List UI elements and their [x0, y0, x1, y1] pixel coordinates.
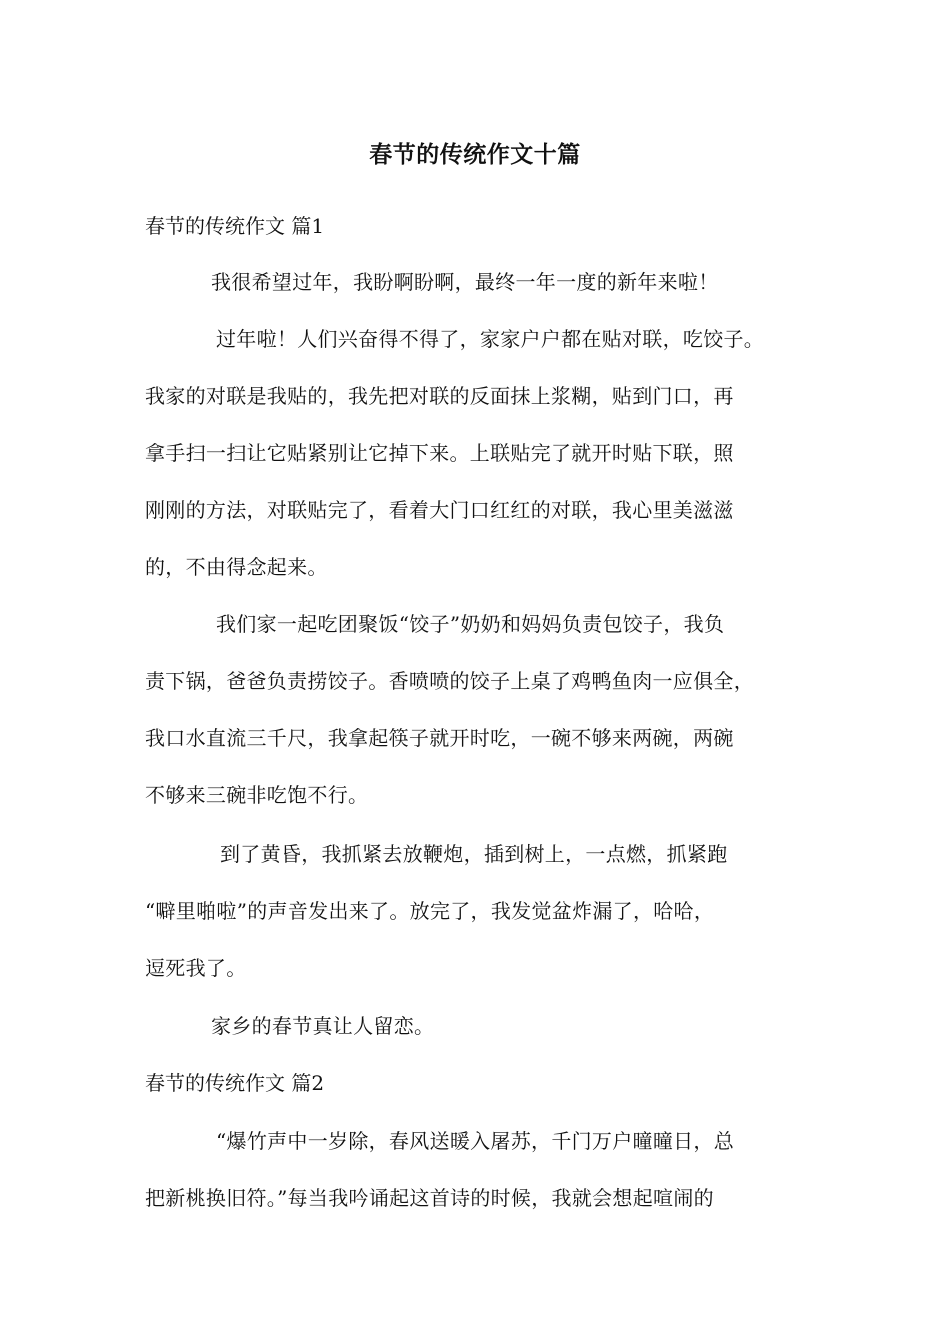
paragraph-line: 我家的对联是我贴的，我先把对联的反面抹上浆糊，贴到门口，再 — [145, 384, 734, 408]
paragraph-line: 拿手扫一扫让它贴紧别让它掉下来。上联贴完了就开时贴下联，照 — [145, 441, 734, 465]
paragraph-line: 到了黄昏，我抓紧去放鞭炮，插到树上，一点燃，抓紧跑 — [220, 842, 728, 866]
paragraph-line: 刚刚的方法，对联贴完了，看着大门口红红的对联，我心里美滋滋 — [145, 498, 734, 522]
paragraph-line: 我很希望过年，我盼啊盼啊，最终一年一度的新年来啦！ — [211, 270, 719, 294]
paragraph-line: 把新桃换旧符。”每当我吟诵起这首诗的时候，我就会想起喧闹的 — [145, 1186, 714, 1210]
paragraph-line: 过年啦！人们兴奋得不得了，家家户户都在贴对联，吃饺子。 — [216, 327, 765, 351]
paragraph-line: “爆竹声中一岁除，春风送暖入屠苏，千门万户曈曈日，总 — [216, 1129, 735, 1153]
paragraph-line: “噼里啪啦”的声音发出来了。放完了，我发觉盆炸漏了，哈哈， — [145, 899, 715, 923]
paragraph-line: 逗死我了。 — [145, 956, 247, 980]
paragraph-line: 我口水直流三千尺，我拿起筷子就开时吃，一碗不够来两碗，两碗 — [145, 726, 734, 750]
paragraph-line: 家乡的春节真让人留恋。 — [211, 1014, 435, 1038]
paragraph-line: 不够来三碗非吃饱不行。 — [145, 783, 369, 807]
paragraph-line: 我们家一起吃团聚饭“饺子”奶奶和妈妈负责包饺子，我负 — [216, 612, 725, 636]
paragraph-line: 责下锅，爸爸负责捞饺子。香喷喷的饺子上桌了鸡鸭鱼肉一应俱全， — [145, 669, 754, 693]
section-heading-2: 春节的传统作文 篇2 — [145, 1071, 325, 1095]
document-title: 春节的传统作文十篇 — [369, 141, 581, 168]
paragraph-line: 的，不由得念起来。 — [145, 555, 328, 579]
section-heading-1: 春节的传统作文 篇1 — [145, 214, 325, 238]
